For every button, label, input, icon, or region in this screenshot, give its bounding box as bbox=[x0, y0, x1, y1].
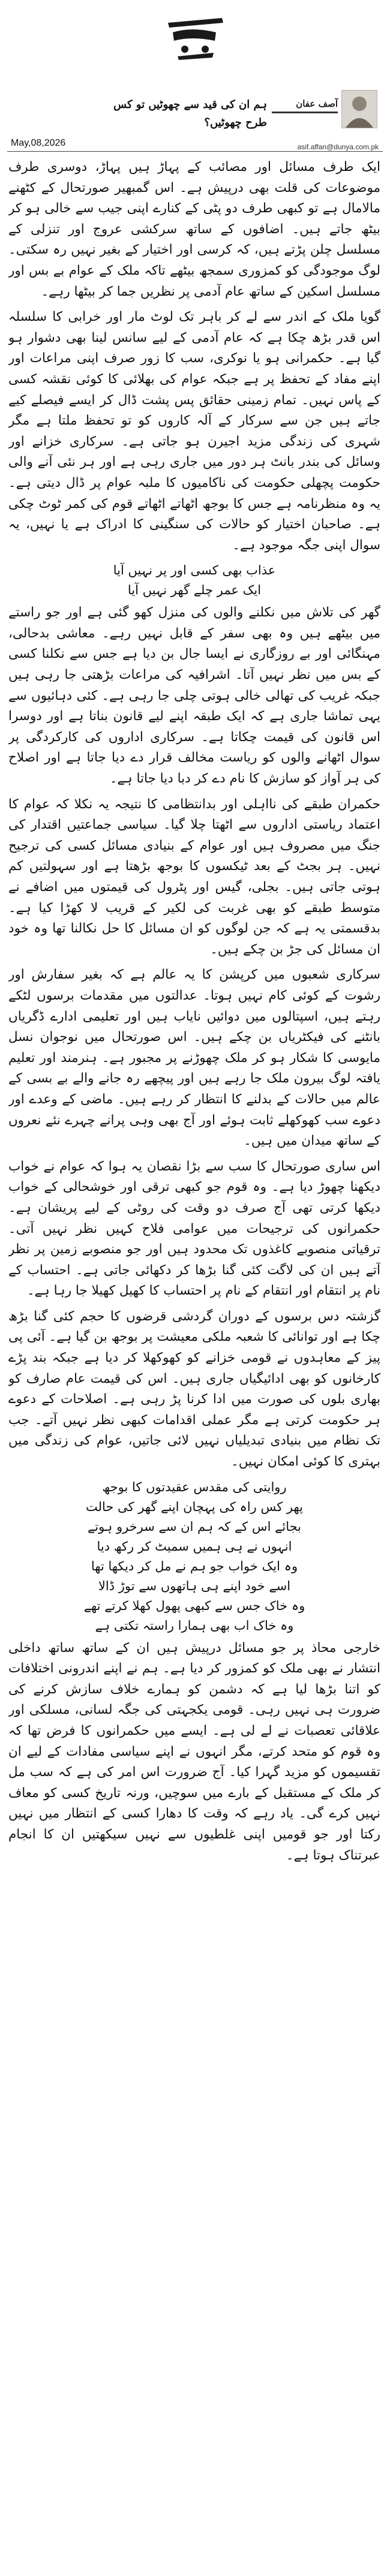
paragraph: سرکاری شعبوں میں کرپشن کا یہ عالم ہے کہ بغیر سفارش اور رشوت کے کوئی کام نہیں ہوتا۔ عدالتوں میں مقدمات برسوں لٹکے رہتے ہیں، اسپتالوں میں دوائیں نایاب ہیں اور تعلیمی ادارے ڈگریاں بانٹنے کی فیکٹریاں بن چکے ہیں۔ اس صورتحال میں نوجوان نسل مایوسی کا شکار ہو کر ملک چھوڑنے پر مجبور ہے۔ ہنرمند اور تعلیم یافتہ لوگ بیرون ملک جا رہے ہیں اور پیچھے رہ جانے والے بے بسی کے عالم میں حالات کے بدلنے کا انتظار کر رہے ہیں۔ ماضی کے وعدے اور دعوے سب کھوکھلے ثابت ہوئے اور آج بھی وہی پرانے چہرے نئے نعروں کے ساتھ میدان میں ہیں۔ bbox=[8, 967, 380, 1149]
masthead bbox=[0, 0, 390, 72]
verse-line: روایتی کی مقدس عقیدتوں کا بوجھ bbox=[102, 1479, 287, 1494]
author-photo bbox=[341, 90, 377, 128]
paragraph: حکمران طبقے کی نااہلی اور بدانتظامی کا نتیجہ یہ نکلا کہ عوام کا اعتماد ریاستی اداروں سے اٹھتا چلا گیا۔ سیاسی جماعتیں اقتدار کی جنگ میں مصروف ہیں اور عوام کے بنیادی مسائل کسی کی ترجیح نہیں۔ ہر بجٹ کے بعد ٹیکسوں کا بوجھ بڑھتا ہے اور سہولتیں کم ہوتی جاتی ہیں۔ بجلی، گیس اور پٹرول کی قیمتوں میں اضافے نے متوسط طبقے کو بھی غربت کی لکیر کے قریب لا کھڑا کیا ہے۔ بدقسمتی یہ ہے کہ جن لوگوں کو ان مسائل کا حل نکالنا تھا وہ خود ان مسائل کی جڑ بن چکے ہیں۔ bbox=[8, 796, 380, 957]
paragraph: گویا ملک کے اندر سے لے کر باہر تک لوٹ مار اور خرابی کا سلسلہ اس قدر بڑھ چکا ہے کہ عام آدمی کے لیے سانس لینا بھی دشوار ہو گیا ہے۔ حکمرانی ہو یا نوکری، سب کا زور صرف اپنی مراعات اور اپنے مفاد کے تحفظ پر ہے جبکہ عوام کی بھلائی کا کوئی نقشہ کسی کے پاس نہیں۔ تمام زمینی حقائق پس پشت ڈال کر ایسے فیصلے کیے جاتے ہیں جن سے سرکار کے آلہ کاروں کو تو تحفظ ملتا ہے مگر شہری کی زندگی مزید اجیرن ہو جاتی ہے۔ سرکاری خزانے اور وسائل کی بندر بانٹ ہر دور میں جاری رہی ہے اور ہر نئی آنے والی حکومت پچھلی حکومت کی ناکامیوں کا ملبہ عوام پر ڈال دیتی ہے۔ یہ وہ منظرنامہ ہے جس کا بوجھ اٹھاتے اٹھاتے قوم کی کمر ٹوٹ چکی ہے۔ صاحبان اختیار کو حالات کی سنگینی کا ادراک ہے یا نہیں، یہ سوال اپنی جگہ موجود ہے۔ bbox=[8, 309, 380, 553]
verse-line: پھر کس راہ کی پہچان اپنے گھر کی حالت bbox=[85, 1499, 304, 1514]
author-avatar-icon bbox=[342, 91, 377, 128]
verse-block bbox=[8, 1477, 380, 1636]
logo-icon bbox=[156, 5, 234, 65]
paragraph: خارجی محاذ پر جو مسائل درپیش ہیں ان کے ساتھ ساتھ داخلی انتشار نے بھی ملک کو کمزور کر دیا ہے۔ ہم نے اپنے اندرونی اختلافات کو اتنا بڑھا لیا ہے کہ دشمن کو ہمارے خلاف سازش کرنے کی ضرورت ہی نہیں رہی۔ قومی یکجہتی کی جگہ لسانی، مسلکی اور علاقائی تعصبات نے لے لی ہے۔ ایسے میں حکمرانوں کا فرض تھا کہ وہ قوم کو متحد کرتے، مگر انہوں نے اپنے سیاسی مفادات کے لیے ان تقسیموں کو مزید گہرا کیا۔ آج ضرورت اس امر کی ہے کہ سب مل کر ملک کے مستقبل کے بارے میں سوچیں، ورنہ تاریخ کسی کو معاف نہیں کرے گی۔ یاد رہے کہ وقت کا دھارا کسی کے انتظار میں نہیں رکتا اور جو قومیں اپنی غلطیوں سے نہیں سیکھتیں ان کا انجام عبرتناک ہوتا ہے۔ bbox=[8, 1640, 380, 1863]
verse-line: وہ ایک خواب جو ہم نے مل کر دیکھا تھا bbox=[91, 1558, 298, 1573]
publish-date: May,08,2026 bbox=[11, 138, 66, 148]
verse-line: انہوں نے ہی ہمیں سمیٹ کر رکھ دیا bbox=[97, 1539, 292, 1554]
author-email[interactable]: asif.affan@dunya.com.pk bbox=[297, 143, 379, 151]
verse-line: وہ خاک اب بھی ہمارا راستہ تکتی ہے bbox=[95, 1618, 294, 1633]
paragraph: ایک طرف مسائل اور مصائب کے پہاڑ ہیں پہاڑ، دوسری طرف موضوعات کی قلت بھی درپیش ہے۔ اس گمبھیر صورتحال کے کٹھنے مالامال ہے تو کبھی طرف دو پٹی کے کنارے اپنی جیب سے خالی ہو کر بیٹھ جاتے ہیں۔ اضافوں کے ساتھ سرکشی عروج اور تنزلی کے مسلسل چلن پڑتے ہیں، کہ کرسی اور اختیار کے بغیر نہیں رہ سکتی۔ لوگ موجودگی کو کمزوری سمجھ بیٹھے تاکہ ملک کے عوام بے بس اور مسلسل اسکین کے ساتھ عام آدمی پر نظریں جما کر بیٹھا رہے۔ bbox=[8, 160, 380, 299]
verse-line: وہ خاک جس سے کبھی پھول کھلا کرتے تھے bbox=[83, 1598, 305, 1613]
author-byline bbox=[273, 90, 381, 156]
article-body bbox=[8, 157, 380, 2568]
header-divider bbox=[7, 151, 383, 152]
author-name: آصف عفان bbox=[296, 98, 338, 109]
paragraph: گھر کی تلاش میں نکلنے والوں کی منزل کھو گئی ہے اور جو راستے میں بیٹھے ہیں وہ بھی سفر کے قابل نہیں رہے۔ معاشی بدحالی، مہنگائی اور بے روزگاری نے ایسا جال بن دیا ہے جس سے نکلنا کسی کے بس میں نظر نہیں آتا۔ اشرافیہ کی مراعات بڑھتی جا رہی ہیں جبکہ غریب کی تھالی خالی ہوتی چلی جا رہی ہے۔ کئی دہائیوں سے یہی تماشا جاری ہے کہ ایک طبقہ اپنے لیے قانون بناتا ہے اور دوسرا اس قانون کی قیمت چکاتا ہے۔ سرکاری اداروں کی کارکردگی پر سوال اٹھانے والوں کو ریاست مخالف قرار دے دیا جاتا ہے اور اصلاح کی ہر آواز کو سازش کا نام دے کر دبا دیا جاتا ہے۔ bbox=[8, 605, 380, 787]
author-name-underline bbox=[272, 112, 338, 113]
verse-block bbox=[8, 561, 380, 600]
verse-line: اسے خود اپنے ہی ہاتھوں سے توڑ ڈالا bbox=[98, 1578, 291, 1593]
article-headline: ہم ان کی قید سے چھوٹیں تو کس طرح چھوٹیں؟ bbox=[113, 98, 267, 129]
newspaper-logo bbox=[156, 5, 234, 65]
paragraph: گزشتہ دس برسوں کے دوران گردشی قرضوں کا حجم کئی گنا بڑھ چکا ہے اور توانائی کا شعبہ ملکی معیشت پر بوجھ بن گیا ہے۔ آئی پی پیز کے معاہدوں نے قومی خزانے کو کھوکھلا کر دیا ہے جبکہ بند پڑے کارخانوں کو بھی ادائیگیاں جاری ہیں۔ اس کی قیمت عام صارف کو بھاری بلوں کی صورت میں ادا کرنا پڑ رہی ہے۔ اصلاحات کے دعوے ہر حکومت کرتی ہے مگر عملی اقدامات کبھی نظر نہیں آتے۔ جب تک نظام میں بنیادی تبدیلیاں نہیں لائی جاتیں، عوام کی زندگی میں بہتری کا کوئی امکان نہیں۔ bbox=[8, 1308, 380, 1470]
verse-line: بجائے اس کے کہ ہم ان سے سرخرو ہوتے bbox=[87, 1519, 302, 1534]
paragraph: اس ساری صورتحال کا سب سے بڑا نقصان یہ ہوا کہ عوام نے خواب دیکھنا چھوڑ دیا ہے۔ وہ قوم جو کبھی ترقی اور خوشحالی کے خواب دیکھا کرتی تھی آج صرف دو وقت کی روٹی کے لیے پریشان ہے۔ حکمرانوں کی ترجیحات میں عوامی فلاح کہیں نظر نہیں آتی۔ ترقیاتی منصوبے کاغذوں تک محدود ہیں اور جو منصوبے زمین پر نظر آتے ہیں ان کی لاگت کئی گنا بڑھا کر دکھائی جاتی ہے۔ احتساب کے نام پر انتقام اور انتقام کے نام پر احتساب کا کھیل کھیلا جا رہا ہے۔ bbox=[8, 1158, 380, 1299]
verse-line: ایک عمر چلے گھر نہیں آیا bbox=[127, 583, 262, 598]
verse-line: عذاب بھی کسی اور پر نہیں آیا bbox=[113, 563, 276, 578]
